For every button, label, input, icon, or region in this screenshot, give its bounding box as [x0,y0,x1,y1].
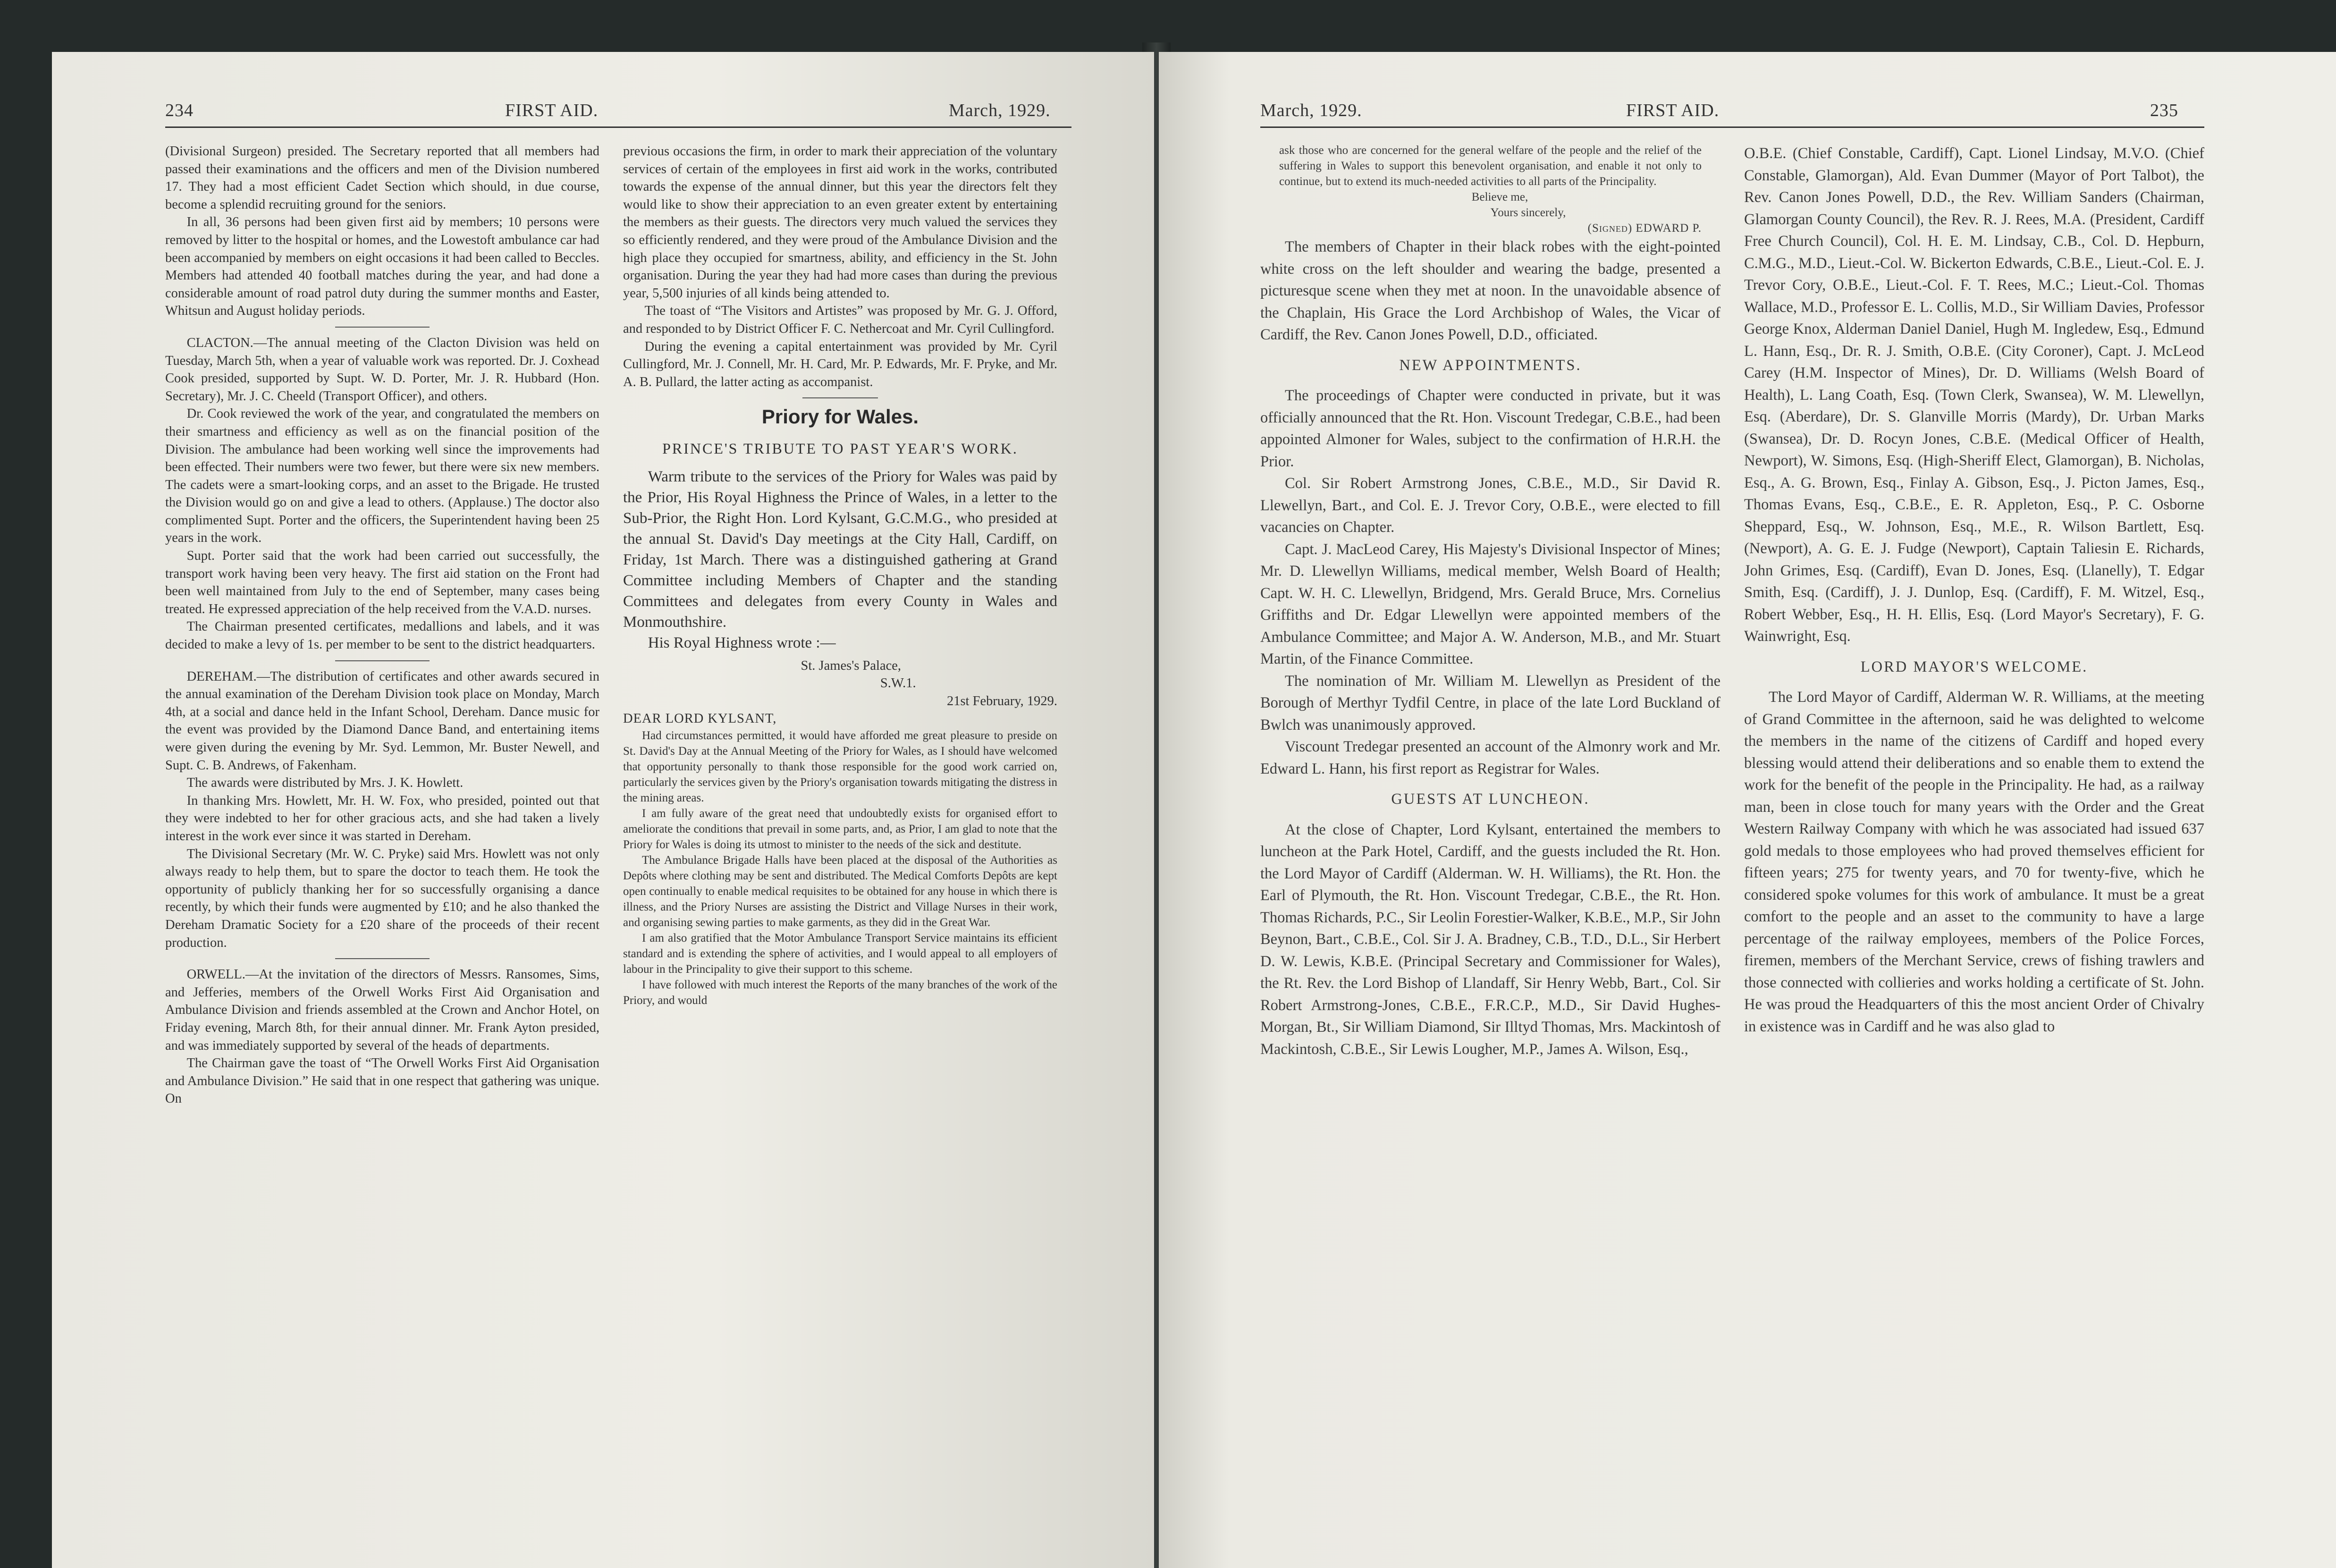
paragraph: At the close of Chapter, Lord Kylsant, entertained the members to luncheon at the Park Hotel, Cardiff, and the guests included the Rt. Hon. the Lord Mayor of Cardiff (Alderman. W. H. Williams), the Rt. Hon. the Earl of Plymouth, the Rt. Hon. Viscount Tredegar, C.B.E., the Rt. Hon. Thomas Richards, P.C., Sir Leolin Forestier-Walker, K.B.E., M.P., Sir John Beynon, Bart., C.B.E., Col. Sir J. A. Bradney, C.B., T.D., D.L., Sir Herbert D. W. Lewis, K.B.E. (Principal Secretary and Commissioner for Wales), the Rt. Rev. the Lord Bishop of Llandaff, Sir Henry Webb, Bart., Col. Sir Robert Armstrong-Jones, C.B.E., F.R.C.P., M.D., Sir David Hughes-Morgan, Bt., Sir William Diamond, Sir Illtyd Thomas, Mrs. Mackintosh of Mackintosh, C.B.E., Sir Lewis Lougher, M.P., James A. Wilson, Esq., [1260,821,1720,1058]
paragraph: The Ambulance Brigade Halls have been placed at the disposal of the Authorities as Depôts where clothing may be sent and distributed. The Medical Comforts Depôts are kept open continually to enable medical requisites to be obtained for any house in which there is illness, and the Priory Nurses are assisting the District and Village Nurses in their work, and organising sewing parties to make garments, as they did in the Great War. [623,853,1057,929]
paragraph: The proceedings of Chapter were conducted in private, but it was officially announced that the Rt. Hon. Viscount Tredegar, C.B.E., had been appointed Almoner for Wales, subject to the confirmation of H.R.H. the Prior. [1260,387,1720,470]
letter-salutation: DEAR LORD KYLSANT, [623,711,777,726]
paragraph: Supt. Porter said that the work had been carried out successfully, the transport work having been very heavy. The first aid station on the Front had been well maintained from July to the end of September, many cases being treated. He expressed appreciation of the help received from the V.A.D. nurses. [165,548,599,616]
right-page [1159,52,2336,1568]
sign-off: Believe me, [1471,191,1528,203]
paragraph: (Divisional Surgeon) presided. The Secretary reported that all members had passed their examinations and the officers and men of the Division numbered 17. They had a most efficient Cadet Section which should, in due course, become a splendid recruiting ground for the seniors. [165,144,599,212]
letter-date: 21st February, 1929. [946,693,1057,708]
paragraph: The Chairman gave the toast of “The Orwell Works First Aid Organisation and Ambulance Division.” He said that in one respect that gathering was unique. On [165,1056,599,1106]
right-column-1 [1260,143,1720,1060]
right-column-2 [1744,143,2204,1037]
left-page-number: 234 [165,101,194,120]
paragraph: CLACTON.—The annual meeting of the Clacton Division was held on Tuesday, March 5th, when a year of valuable work was reported. Dr. J. Coxhead Cook presided, supported by Supt. W. D. Porter, Mr. J. R. Hubbard (Hon. Secretary), Mr. J. C. Cheeld (Transport Officer), and others. [165,335,599,404]
paragraph: Had circumstances permitted, it would have afforded me great pleasure to preside on St. David's Day at the Annual Meeting of the Priory for Wales, as I should have welcomed that opportunity personally to thank those responsible for the good work carried on, particularly the services given by the Priory's organisation towards mitigating the distress in the mining areas. [623,729,1057,804]
letter-address: St. James's Palace, [801,658,902,673]
divider [335,660,430,661]
paragraph: His Royal Highness wrote :— [648,634,836,651]
paragraph: DEREHAM.—The distribution of certificates and other awards secured in the annual examination of the Dereham Division took place on Monday, March 4th, at a social and dance held in the Infant School, Dereham. Dance music for the event was provided by the Diamond Dance Band, and entertaining items were given during the evening by Mr. Syd. Lemmon, Mr. Buster Newell, and Supt. C. B. Andrews, of Fakenham. [165,669,599,773]
paragraph: ORWELL.—At the invitation of the directors of Messrs. Ransomes, Sims, and Jefferies, members of the Orwell Works First Aid Organisation and Ambulance Division and friends assembled at the Crown and Anchor Hotel, on Friday evening, March 8th, for their annual dinner. Mr. Frank Ayton presided, and was immediately supported by several of the heads of departments. [165,967,599,1053]
divider [802,397,878,398]
letter-address-2: S.W.1. [880,676,916,691]
paragraph: I am fully aware of the great need that undoubtedly exists for organised effort to ameliorate the conditions that prevail in some parts, and, as Prior, I am glad to note that the Priory for Wales is doing its utmost to minister to the needs of the sick and destitute. [623,807,1057,851]
paragraph: previous occasions the firm, in order to mark their appreciation of the voluntary services of certain of the employees in first aid work in the works, contributed towards the expense of the annual dinner, but this year the directors felt they would like to show their appreciation to an even greater extent by entertaining the members as their guests. The directors very much valued the services they so efficiently rendered, and they were proud of the Ambulance Division and the high place they occupied for smartness, ability, and efficiency in the St. John organisation. During the year they had had more cases than during the previous year, 5,500 injuries of all kinds being attended to. [623,144,1057,301]
paragraph: During the evening a capital entertainment was provided by Mr. Cyril Cullingford, Mr. J. Connell, Mr. H. Card, Mr. P. Edwards, Mr. F. Pryke, and Mr. A. B. Pullard, the latter acting as accompanist. [623,339,1057,389]
header-rule [1260,126,2204,128]
right-running-title: FIRST AID. [1626,101,1720,120]
paragraph: The members of Chapter in their black robes with the eight-pointed white cross on the left shoulder and wearing the badge, presented a picturesque scene when they met at noon. In the unavoidable absence of the Chaplain, His Grace the Lord Archbishop of Wales, the Vicar of Cardiff, the Rev. Canon Jones Powell, D.D., officiated. [1260,238,1720,343]
paragraph: The nomination of Mr. William M. Llewellyn as President of the Borough of Merthyr Tydfil Centre, in place of the late Lord Buckland of Bwlch was unanimously approved. [1260,672,1720,733]
paragraph: The awards were distributed by Mrs. J. K. Howlett. [186,776,464,791]
article-title: Priory for Wales. [761,405,919,428]
paragraph: Capt. J. MacLeod Carey, His Majesty's Divisional Inspector of Mines; Mr. D. Llewellyn Williams, medical member, Welsh Board of Health; Capt. W. H. C. Llewellyn, Bridgend, Mrs. Gerald Bruce, Mrs. Cornelius Griffiths and Dr. Edgar Llewellyn were appointed members of the Ambulance Committee; and Major A. W. Anderson, M.B., and Mr. Stuart Martin, of the Finance Committee. [1260,540,1720,667]
section-heading: NEW APPOINTMENTS. [1399,356,1582,374]
paragraph: In thanking Mrs. Howlett, Mr. H. W. Fox, who presided, pointed out that they were indebted to her for other gracious acts, and she had taken a lively interest in the work ever since it was started in Dereham. [165,793,599,843]
header-rule [165,126,1071,128]
divider [335,958,430,959]
paragraph: The Chairman presented certificates, medallions and labels, and it was decided to make a levy of 1s. per member to be sent to the district headquarters. [165,619,599,652]
paragraph: Viscount Tredegar presented an account of the Almonry work and Mr. Edward L. Hann, his first report as Registrar for Wales. [1260,738,1720,777]
paragraph: In all, 36 persons had been given first aid by members; 10 persons were removed by litter to the hospital or homes, and the Lowestoft ambulance car had been accompanied by members on eight occasions it had been called to Beccles. Members had attended 40 football matches during the year, and had done a considerable amount of road patrol duty during the summer months and Easter, Whitsun and August holiday periods. [165,215,599,319]
right-page-number: 235 [2150,101,2178,120]
left-column-2 [623,143,1057,1008]
paragraph: Col. Sir Robert Armstrong Jones, C.B.E., M.D., Sir David R. Llewellyn, Bart., and Col. E. J. Trevor Cory, O.B.E., were elected to fill vacancies on Chapter. [1260,475,1720,536]
paragraph: The Divisional Secretary (Mr. W. C. Pryke) said Mrs. Howlett was not only always ready to help them, but to spare the doctor to teach them. He took the opportunity of publicly thanking her for so successfully organising a dance recently, by which their funds were augmented by £10; and he also thanked the Dereham Dramatic Society for a £20 share of the proceeds of their recent production. [165,846,599,950]
paragraph: O.B.E. (Chief Constable, Cardiff), Capt. Lionel Lindsay, M.V.O. (Chief Constable, Glamorgan), Ald. Evan Dummer (Mayor of Port Talbot), the Rev. Canon Jones Powell, D.D., the Rev. William Sanders (Chairman, Glamorgan County Council), the Rev. R. J. Rees, M.A. (President, Cardiff Free Church Council), Col. H. E. M. Lindsay, C.B., Col. D. Hepburn, C.M.G., M.D., Lieut.-Col. W. Bickerton Edwards, C.B.E., Lieut.-Col. E. J. Trevor Cory, O.B.E., Lieut.-Col. F. T. Rees, M.C.; Lieut.-Col. Thomas Wallace, M.D., Professor E. L. Collis, M.D., Sir William Davies, Professor George Knox, Alderman Daniel Daniel, Hugh M. Ingledew, Esq., Edmund L. Hann, Esq., Dr. R. J. Smith, O.B.E. (City Coroner), Capt. J. McLeod Carey (H.M. Inspector of Mines), Dr. D. Williams (Welsh Board of Health), L. Lang Coath, Esq. (Town Clerk, Swansea), W. M. Llewellyn, Esq. (Aberdare), Dr. S. Glanville Morris (Mardy), Dr. Urban Marks (Swansea), Dr. D. Rocyn Jones, C.B.E. (Medical Officer of Health, Newport), W. Simons, Esq. (High-Sheriff Elect, Glamorgan), B. Nicholas, Esq., A. G. Brown, Esq., Finlay A. Gibson, Esq., J. Picton James, Esq., Thomas Evans, Esq., C.B.E., E. R. Appleton, Esq., P. C. Osborne Sheppard, Esq., W. Johnson, Esq., M.E., R. Wilson Bartlett, Esq. (Newport), A. G. E. J. Fudge (Newport), Captain Taliesin E. Richards, John Grimes, Esq. (Cardiff), Evan D. Jones, Esq. (Llanelly), T. Edgar Smith, Esq. (Cardiff), J. J. Dunlop, Esq. (Cardiff), F. M. Witzel, Esq., Robert Webber, Esq., H. H. Ellis, Esq. (Lord Mayor's Secretary), F. G. Wainwright, Esq. [1744,145,2204,645]
article-subhead: PRINCE'S TRIBUTE TO PAST YEAR'S WORK. [662,439,1018,457]
paragraph: Warm tribute to the services of the Priory for Wales was paid by the Prior, His Royal Highness the Prince of Wales, in a letter to the Sub-Prior, the Right Hon. Lord Kylsant, G.C.M.G., who presided at the annual St. David's Day meetings at the City Hall, Cardiff, on Friday, 1st March. There was a distinguished gathering at Grand Committee including Members of Chapter and the standing Committees and delegates from every County in Wales and Monmouthshire. [623,468,1057,631]
divider [335,327,430,328]
paragraph: ask those who are concerned for the general welfare of the people and the relief of the suffering in Wales to support this benevolent organisation, and enable it not only to continue, but to extend its much-needed activities to all parts of the Principality. [1279,144,1702,188]
left-running-date: March, 1929. [949,101,1051,120]
paragraph: I am also gratified that the Motor Ambulance Transport Service maintains its efficient standard and is extending the sphere of activities, and I would appeal to all employers of labour in the Principality to give their support to this scheme. [623,931,1057,976]
section-heading: LORD MAYOR'S WELCOME. [1860,658,2088,675]
signature: (Signed) EDWARD P. [1587,222,1702,235]
paragraph: I have followed with much interest the Reports of the many branches of the work of the Priory, and would [623,978,1057,1007]
paragraph: The toast of “The Visitors and Artistes” was proposed by Mr. G. J. Offord, and responded to by District Officer F. C. Nethercoat and Mr. Cyril Cullingford. [623,303,1057,336]
left-page [52,52,1154,1568]
paragraph: The Lord Mayor of Cardiff, Alderman W. R. Williams, at the meeting of Grand Committee in the afternoon, said he was delighted to welcome the members in the name of the citizens of Cardiff and hoped every blessing would attend their deliberations and so enable them to extend the work for the benefit of the people in the Principality. He had, as a railway man, been in close touch for many years with the Order and the Great Western Railway Company with which he was associated had issued 637 gold medals to those employees who had proved themselves efficient for fifteen years; 275 for twenty years, and 70 for twenty-five, which he considered spoke volumes for this work of ambulance. It must be a great comfort to the people and an asset to the community to have a large percentage of the railway employees, members of the Police Forces, firemen, members of the Merchant Service, crews of fishing trawlers and those connected with collieries and works holding a certificate of St. John. He was proud the Headquarters of this the most ancient Order of Chivalry in existence was in Cardiff and he was also glad to [1744,689,2204,1035]
paragraph: Dr. Cook reviewed the work of the year, and congratulated the members on their smartness and efficiency as well as on the financial position of the Division. The ambulance had been working well since the improvements had been effected. Their numbers were two fewer, but there were six new members. The cadets were a smart-looking corps, and an asset to the Brigade. He trusted the Division would go on and give a lead to others. (Applause.) The doctor also complimented Supt. Porter and the officers, the Superintendent having been 25 years in the work. [165,406,599,546]
right-running-date: March, 1929. [1260,101,1362,120]
left-column-1 [165,143,599,1108]
section-heading: GUESTS AT LUNCHEON. [1391,791,1590,808]
left-running-title: FIRST AID. [505,101,599,120]
sign-off-2: Yours sincerely, [1490,206,1566,219]
